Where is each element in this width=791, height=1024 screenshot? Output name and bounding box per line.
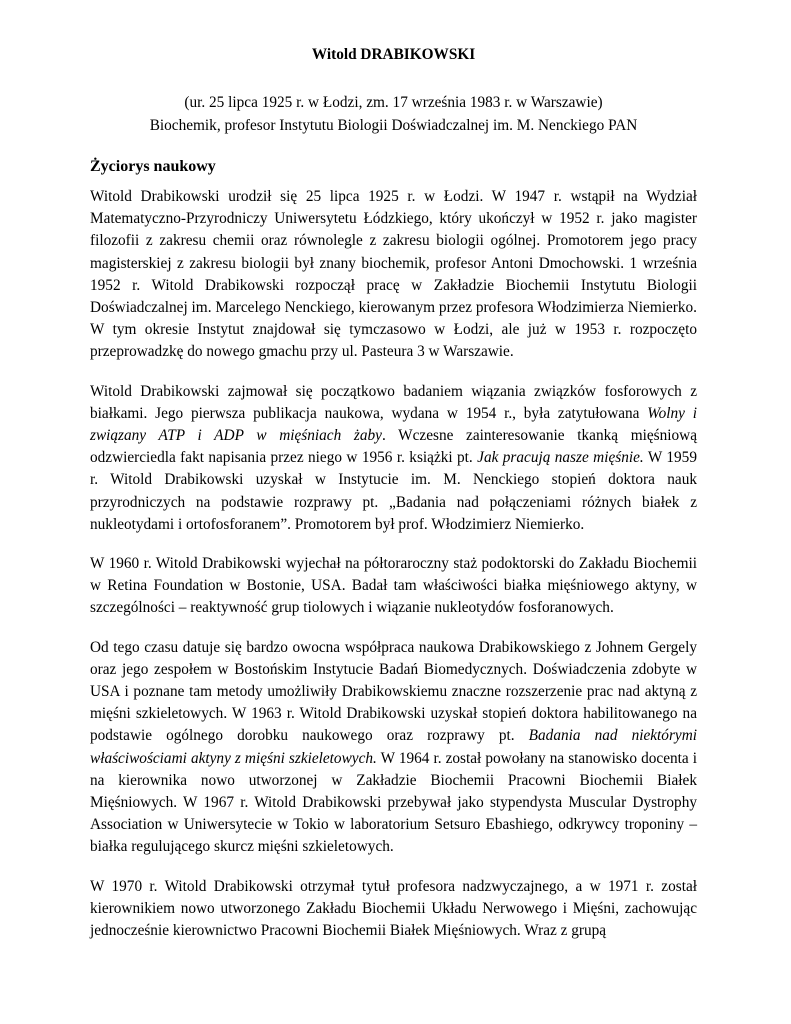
section-heading: Życiorys naukowy [90,158,216,175]
habilitation-title-italic: Badania nad niektórymi właściwościami aktyny z mięśni szkieletowych. [90,727,697,767]
paragraph-5: W 1970 r. Witold Drabikowski otrzymał tytuł profesora nadzwyczajnego, a w 1971 r. został kierownikiem nowo utworzonego Zakładu Biochemii Układu Nerwowego i Mięśni, zachowując jednocześnie kierownictwo Pracowni Biochemii Białek Mięśniowych. Wraz z grupą [90,877,697,940]
paragraph-2-text-a: Witold Drabikowski zajmował się początkowo badaniem wiązania związków fosforowych z białkami. Jego pierwsza publikacja naukowa, wydana w 1954 r., była zatytułowana [90,382,697,422]
paragraph-4-text-b: W 1964 r. został powołany na stanowisko docenta i na kierownika nowo utworzonej w Zakładzie Biochemii Pracowni Biochemii Białek Mięśniowych. W 1967 r. Witold Drabikowski przebywał jako stypendysta Muscular Dystrophy Association w Uniwersytecie w Tokio w laboratorium Setsuro Ebashiego, odkrywcy troponiny – białka regulującego skurcz mięśni szkieletowych. [90,749,697,856]
paragraph-2-text-c: W 1959 r. Witold Drabikowski uzyskał w Instytucie im. M. Nenckiego stopień doktora nauk przyrodniczych na podstawie rozprawy pt. „Badania nad połączeniami różnych białek z nukleotydami i ortofosforanem”. Promotorem był prof. Włodzimierz Niemierko. [90,449,697,533]
document-title: Witold DRABIKOWSKI [311,46,476,63]
paragraph-1: Witold Drabikowski urodził się 25 lipca 1925 r. w Łodzi. W 1947 r. wstąpił na Wydział Matematyczno-Przyrodniczy Uniwersytetu Łódzkiego, który ukończył w 1952 r. jako magister filozofii z zakresu chemii oraz równolegle z zakresu biologii ogólnej. Promotorem jego pracy magisterskiej z zakresu biologii był znany biochemik, profesor Antoni Dmochowski. 1 września 1952 r. Witold Drabikowski rozpoczął pracę w Zakładzie Biochemii Instytutu Biologii Doświadczalnej im. Marcelego Nenckiego, kierowanym przez profesora Włodzimierza Niemierko. W tym okresie Instytut znajdował się tymczasowo w Łodzi, ale już w 1953 r. rozpoczęto przeprowadzkę do nowego gmachu przy ul. Pasteura 3 w Warszawie. [90,188,697,361]
publication-title-italic: Wolny i związany ATP i ADP w mięśniach żaby [90,404,697,445]
paragraph-2-text-b: . Wczesne zainteresowanie tkanką mięśniową odzwierciedla fakt napisania przez niego w 1956 r. książki pt. [90,427,697,467]
paragraph-4-text-a: Od tego czasu datuje się bardzo owocna współpraca naukowa Drabikowskiego z Johnem Gergely oraz jego zespołem w Bostońskim Instytucie Badań Biomedycznych. Doświadczenia zdobyte w USA i poznane tam metody umożliwiły Drabikowskiemu znaczne rozszerzenie prac nad aktyną z mięśni szkieletowych. W 1963 r. Witold Drabikowski uzyskał stopień doktora habilitowanego na podstawie ogólnego dorobku naukowego oraz rozprawy pt. [90,638,697,745]
book-title-italic: Jak pracują nasze mięśnie. [477,449,644,467]
paragraph-4 [90,637,697,859]
paragraph-2 [90,381,697,536]
paragraph-3: W 1960 r. Witold Drabikowski wyjechał na półtoraroczny staż podoktorski do Zakładu Biochemii w Retina Foundation w Bostonie, USA. Badał tam właściwości białka mięśniowego aktyny, w szczególności – reaktywność grup tiolowych i wiązanie nukleotydów fosforanowych. [90,555,697,617]
document-page [90,44,697,959]
profession-line: Biochemik, profesor Instytutu Biologii Doświadczalnej im. M. Nenckiego PAN [149,117,638,134]
life-dates: (ur. 25 lipca 1925 r. w Łodzi, zm. 17 września 1983 r. w Warszawie) [184,94,603,111]
